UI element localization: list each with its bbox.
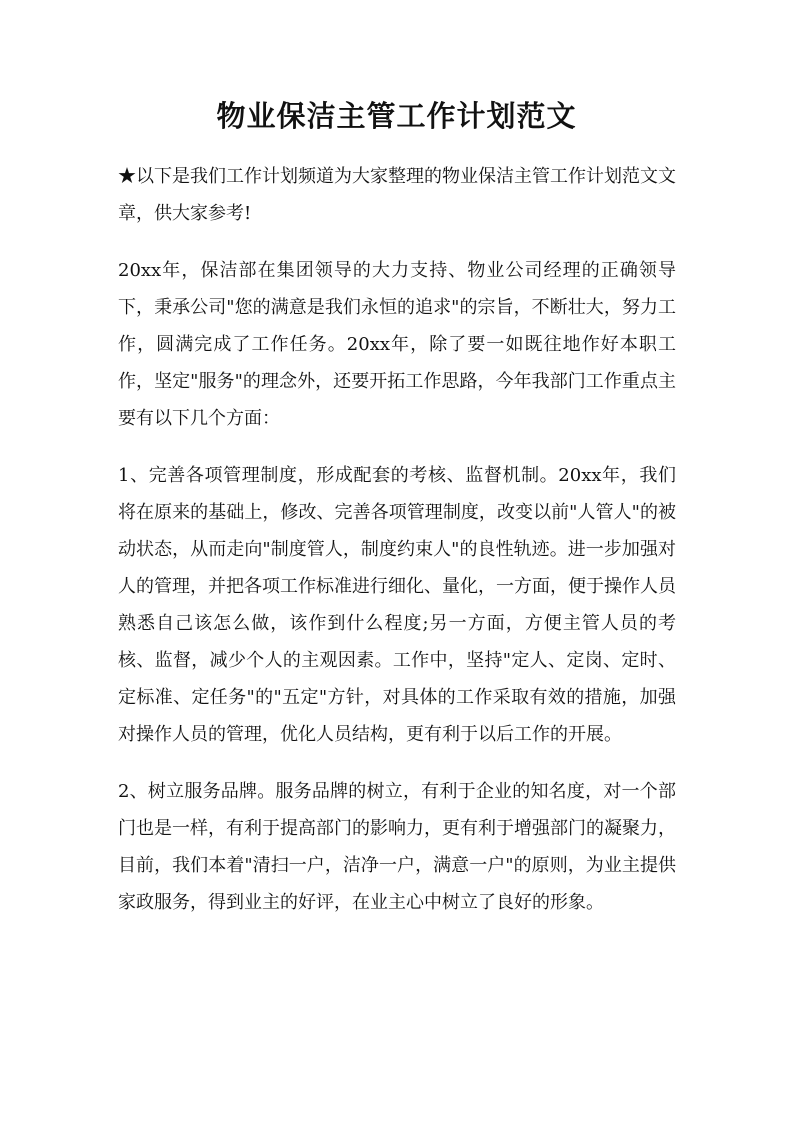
intro-paragraph: ★以下是我们工作计划频道为大家整理的物业保洁主管工作计划范文文章，供大家参考! bbox=[118, 166, 676, 224]
overview-paragraph: 20xx年，保洁部在集团领导的大力支持、物业公司经理的正确领导下，秉承公司"您的满意是我们永恒的追求"的宗旨，不断壮大，努力工作，圆满完成了工作任务。20xx年，除了要一如既往地作好本职工作，坚定"服务"的理念外，还要开拓工作思路，今年我部门工作重点主要有以下几个方面： bbox=[118, 260, 676, 429]
document-title: 物业保洁主管工作计划范文 bbox=[216, 99, 577, 133]
document-body bbox=[118, 158, 676, 941]
service-brand-paragraph: 2、树立服务品牌。服务品牌的树立，有利于企业的知名度，对一个部门也是一样，有利于提高部门的影响力，更有利于增强部门的凝聚力，目前，我们本着"清扫一户，洁净一户，满意一户"的原则，为业主提供家政服务，得到业主的好评，在业主心中树立了良好的形象。 bbox=[118, 781, 676, 913]
management-system-paragraph: 1、完善各项管理制度，形成配套的考核、监督机制。20xx年，我们将在原来的基础上，修改、完善各项管理制度，改变以前"人管人"的被动状态，从而走向"制度管人，制度约束人"的良性轨迹。进一步加强对人的管理，并把各项工作标准进行细化、量化，一方面，便于操作人员熟悉自己该怎么做，该作到什么程度;另一方面，方便主管人员的考核、监督，减少个人的主观因素。工作中，坚持"定人、定岗、定时、定标准、定任务"的"五定"方针，对具体的工作采取有效的措施，加强对操作人员的管理，优化人员结构，更有利于以后工作的开展。 bbox=[118, 465, 676, 745]
